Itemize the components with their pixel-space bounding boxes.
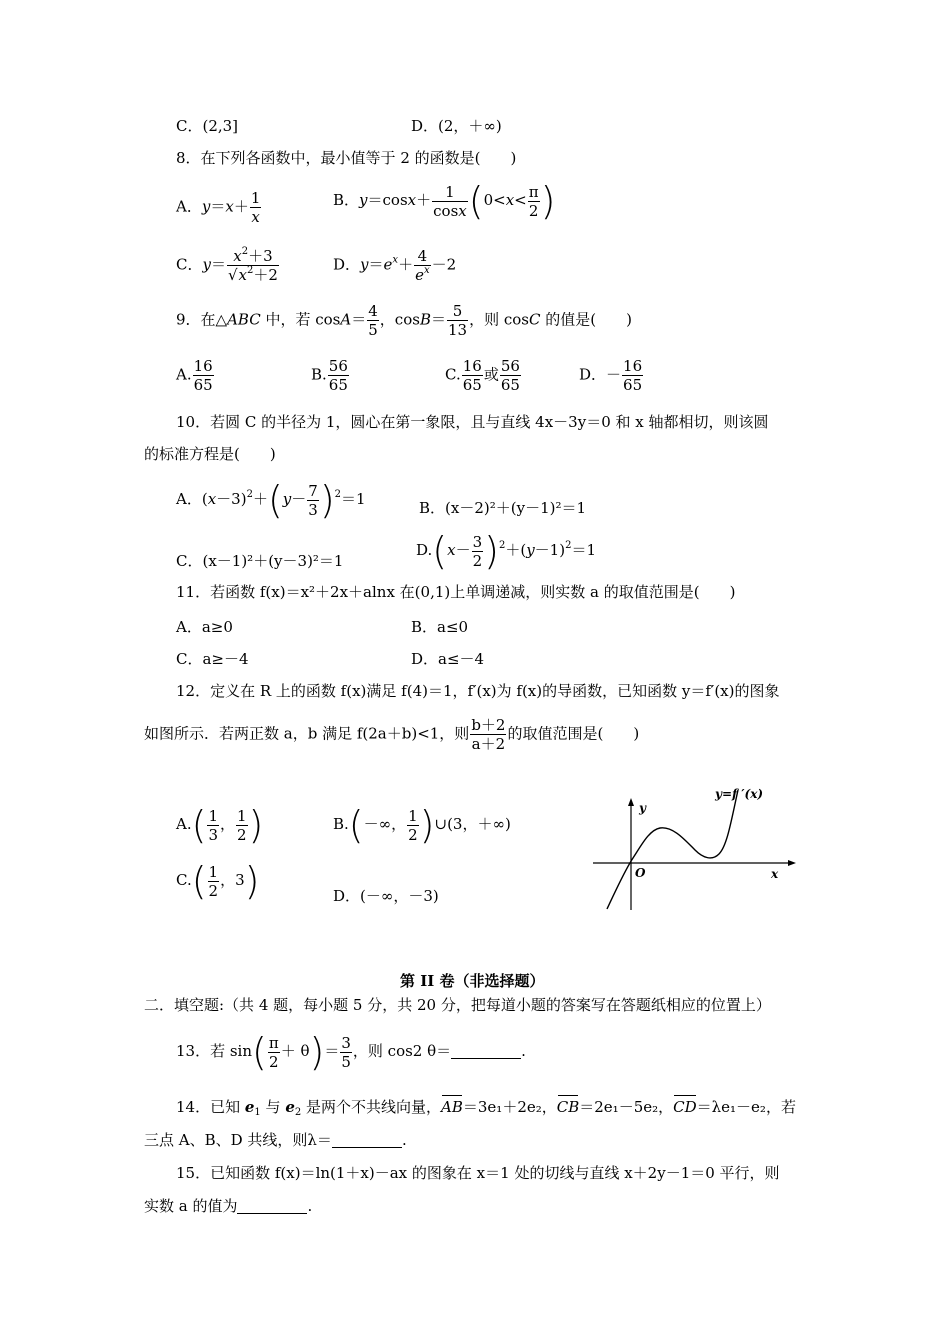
- q12-option-b: B.(－∞， $\frac{1}{2}$ )∪(3，＋∞): [333, 803, 511, 847]
- q12-stem-line1: 12．定义在 R 上的函数 f(x)满足 f(4)＝1，f′(x)为 f(x)的导函数，已知函数 y＝f′(x)的图象: [176, 682, 780, 700]
- q12-option-c: C.( $\frac{1}{2}$ ，3): [176, 859, 260, 903]
- q7-option-c: C．(2,3]: [176, 117, 239, 135]
- q9-option-a: A. $\frac{16}{65}$: [176, 357, 213, 394]
- q10-stem-line2: 的标准方程是( ): [144, 445, 276, 463]
- origin-label: O: [635, 866, 646, 880]
- curve-label: y=f ′(x): [715, 787, 764, 801]
- q9-option-d: D．－ $\frac{16}{65}$: [579, 357, 643, 394]
- q15-line1: 15．已知函数 f(x)＝ln(1＋x)－ax 的图象在 x＝1 处的切线与直线 x＋2y－1＝0 平行，则: [176, 1164, 780, 1182]
- q11-option-d: D．a≤－4: [411, 650, 485, 668]
- q14-line2: 三点 A、B、D 共线，则λ＝ .: [144, 1131, 407, 1149]
- q9-option-b: B. $\frac{56}{65}$: [311, 357, 348, 394]
- q11-option-c: C．a≥－4: [176, 650, 249, 668]
- q10-option-a: A．$(x-3)^2+(y-$ $\frac{7}{3}$ )$^2$＝1: [176, 478, 366, 522]
- section-title: 第 II 卷（非选择题）: [400, 972, 545, 990]
- q8-stem: 8．在下列各函数中，最小值等于 2 的函数是( ): [176, 149, 517, 167]
- q13: 13．若 sin( $\frac{\pi}{2}$ ＋ θ)＝ $\frac{3}{5}$ ，则 cos2 θ＝ .: [176, 1030, 526, 1074]
- y-axis-label: y: [639, 801, 646, 815]
- q14-line1: 14．已知 $e_1$ 与 $e_2$ 是两个不共线向量，AB＝3e₁＋2e₂，CB＝2e₁－5e₂，CD＝λe₁－e₂，若: [176, 1098, 796, 1118]
- y-axis-arrow: [628, 798, 634, 806]
- q8-option-d: D．$y=e^x+$ $\frac{4}{e^x}$ －2: [333, 247, 457, 284]
- q11-option-a: A．a≥0: [176, 618, 233, 636]
- q12-option-d: D．(－∞，－3): [333, 887, 439, 905]
- x-axis-label: x: [771, 867, 779, 881]
- q12-stem-line2: 如图所示．若两正数 a，b 满足 f(2a＋b)<1，则 $\frac{b+2}{a+2}$ 的取值范围是( ): [144, 716, 640, 753]
- q14-answer-blank[interactable]: [332, 1131, 402, 1148]
- q15-line2: 实数 a 的值为 .: [144, 1197, 313, 1215]
- q8-option-b: B．y＝cosx＋ $\frac{1}{\cos x}$ (0<x< $\frac{\pi}{2}$ ): [333, 179, 556, 223]
- q12-option-a: A.( $\frac{1}{3}$ ， $\frac{1}{2}$ ): [176, 803, 264, 847]
- x-axis-arrow: [788, 860, 796, 866]
- q10-option-d: D.(x－ $\frac{3}{2}$ )$^2+(y-1)^2=1$: [416, 529, 596, 573]
- q11-stem: 11．若函数 f(x)＝x²＋2x＋alnx 在(0,1)上单调递减，则实数 a 的取值范围是( ): [176, 583, 736, 601]
- q8-option-a: A．y＝x＋ $\frac{1}{x}$: [176, 189, 261, 226]
- q11-option-b: B．a≤0: [411, 618, 469, 636]
- q13-answer-blank[interactable]: [451, 1042, 521, 1059]
- derivative-graph: [585, 782, 800, 914]
- q7-option-d: D．(2，＋∞): [411, 117, 502, 135]
- q10-option-c: C．(x－1)²＋(y－3)²＝1: [176, 552, 344, 570]
- q10-option-b: B．(x－2)²＋(y－1)²＝1: [419, 499, 587, 517]
- q15-answer-blank[interactable]: [237, 1197, 307, 1214]
- fill-in-instructions: 二．填空题:（共 4 题，每小题 5 分，共 20 分，把每道小题的答案写在答题纸相应的位置上）: [144, 996, 771, 1014]
- q10-stem-line1: 10．若圆 C 的半径为 1，圆心在第一象限，且与直线 4x－3y＝0 和 x 轴都相切，则该圆: [176, 413, 769, 431]
- q9-stem: 9．在△ABC 中，若 cosA＝ $\frac{4}{5}$ ，cosB＝ $\frac{5}{13}$ ，则 cosC 的值是( ): [176, 302, 632, 339]
- derivative-curve: [607, 790, 738, 909]
- q9-option-c: C. $\frac{16}{65}$ 或 $\frac{56}{65}$: [445, 357, 520, 394]
- q8-option-c: C．y＝ $\frac{x^2+3}{√x^2+2}$: [176, 246, 278, 284]
